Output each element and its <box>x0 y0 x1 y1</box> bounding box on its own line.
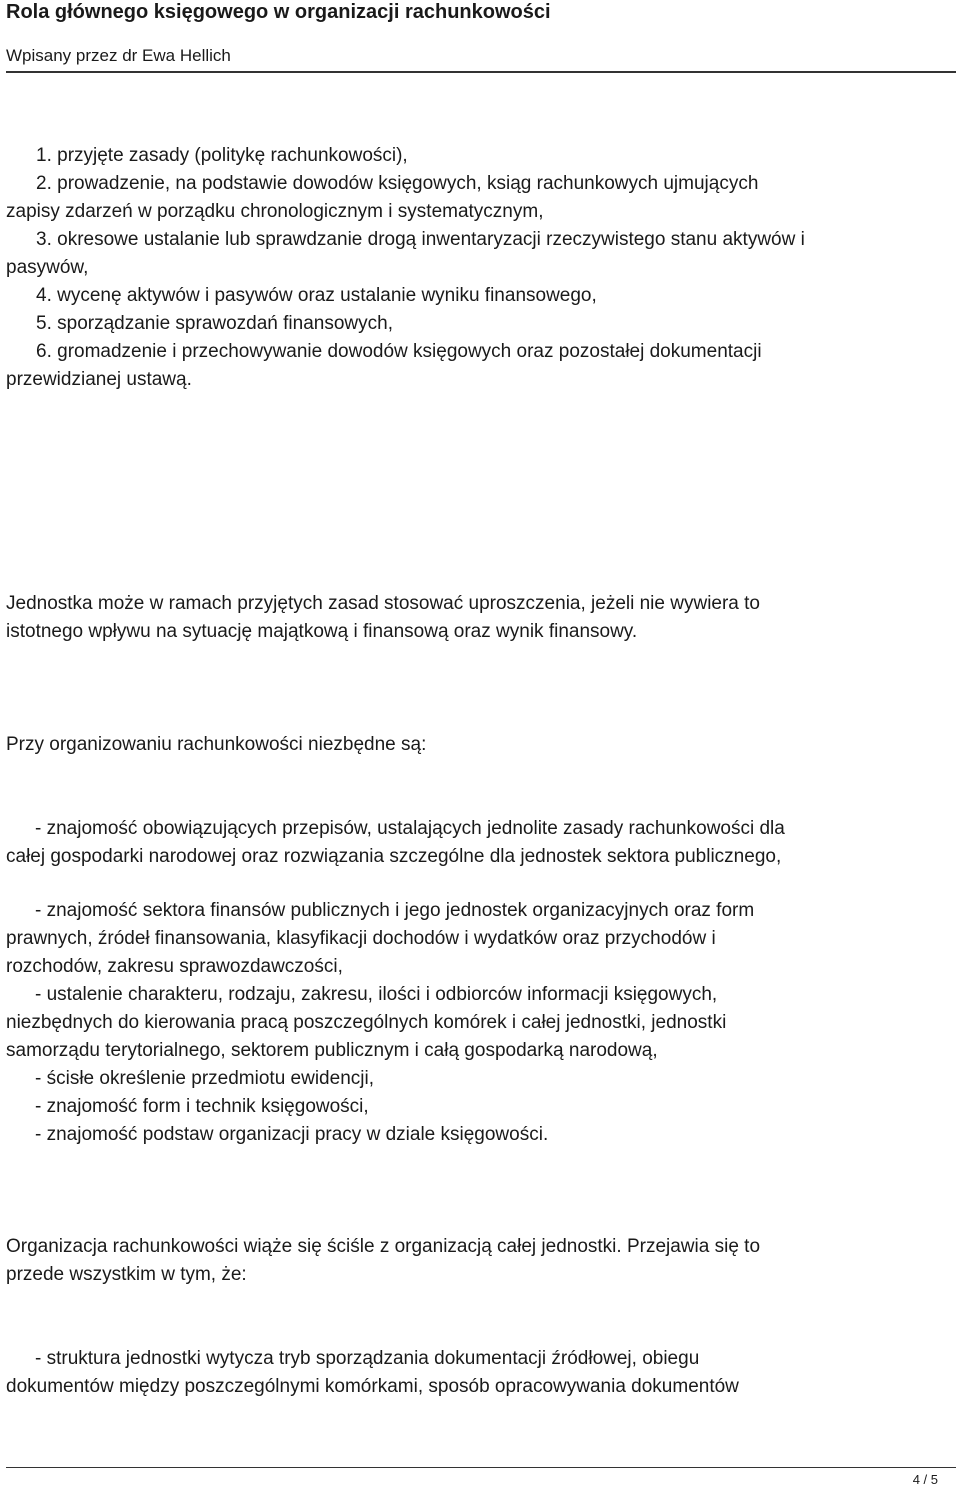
necessary-heading-paragraph <box>6 731 946 759</box>
list-item-continuation: samorządu terytorialnego, sektorem publicznym i całą gospodarką narodową, <box>6 1040 658 1061</box>
list-item: 3. okresowe ustalanie lub sprawdzanie drogą inwentaryzacji rzeczywistego stanu aktywów i <box>36 229 805 250</box>
list-item: - struktura jednostki wytycza tryb sporządzania dokumentacji źródłowej, obiegu <box>35 1348 700 1369</box>
list-item: - znajomość sektora finansów publicznych i jego jednostek organizacyjnych oraz form <box>35 900 755 921</box>
paragraph-line: istotnego wpływu na sytuację majątkową i finansową oraz wynik finansowy. <box>6 621 638 642</box>
paragraph-line: Jednostka może w ramach przyjętych zasad stosować uproszczenia, jeżeli nie wywiera to <box>6 593 760 614</box>
list-item: - ustalenie charakteru, rodzaju, zakresu, ilości i odbiorców informacji księgowych, <box>35 984 718 1005</box>
requirements-list-first <box>6 815 946 871</box>
simplifications-paragraph <box>6 590 946 646</box>
list-item: 4. wycenę aktywów i pasywów oraz ustalanie wyniku finansowego, <box>36 285 597 306</box>
page-number: 4 / 5 <box>912 1472 938 1487</box>
list-item: 2. prowadzenie, na podstawie dowodów księgowych, ksiąg rachunkowych ujmujących <box>36 173 759 194</box>
organization-paragraph <box>6 1233 946 1289</box>
list-item: 1. przyjęte zasady (politykę rachunkowości), <box>36 145 408 166</box>
list-item-continuation: pasywów, <box>6 257 89 278</box>
paragraph-line: Przy organizowaniu rachunkowości niezbędne są: <box>6 734 427 755</box>
list-item-continuation: przewidzianej ustawą. <box>6 369 192 390</box>
list-item: - znajomość form i technik księgowości, <box>35 1096 369 1117</box>
list-item: - ścisłe określenie przedmiotu ewidencji, <box>35 1068 374 1089</box>
list-item: - znajomość podstaw organizacji pracy w dziale księgowości. <box>35 1124 549 1145</box>
header-divider <box>6 71 956 73</box>
list-item-continuation: całej gospodarki narodowej oraz rozwiązania szczególne dla jednostek sektora publicznego, <box>6 846 782 867</box>
structure-list <box>6 1345 946 1401</box>
paragraph-line: Organizacja rachunkowości wiąże się ściśle z organizacją całej jednostki. Przejawia się to <box>6 1236 761 1257</box>
document-title: Rola głównego księgowego w organizacji rachunkowości <box>6 1 551 23</box>
list-item-continuation: dokumentów między poszczególnymi komórkami, sposób opracowywania dokumentów <box>6 1376 739 1397</box>
list-item-continuation: zapisy zdarzeń w porządku chronologicznym i systematycznym, <box>6 201 544 222</box>
list-item: 5. sporządzanie sprawozdań finansowych, <box>36 313 393 334</box>
footer-divider <box>6 1467 956 1468</box>
list-item-continuation: niezbędnych do kierowania pracą poszczególnych komórek i całej jednostki, jednostki <box>6 1012 727 1033</box>
accounting-scope-list <box>6 142 946 394</box>
list-item: - znajomość obowiązujących przepisów, ustalających jednolite zasady rachunkowości dla <box>35 818 785 839</box>
list-item: 6. gromadzenie i przechowywanie dowodów księgowych oraz pozostałej dokumentacji <box>36 341 762 362</box>
document-author: Wpisany przez dr Ewa Hellich <box>6 46 231 65</box>
paragraph-line: przede wszystkim w tym, że: <box>6 1264 247 1285</box>
requirements-list-rest <box>6 897 946 1149</box>
list-item-continuation: prawnych, źródeł finansowania, klasyfikacji dochodów i wydatków oraz przychodów i <box>6 928 716 949</box>
list-item-continuation: rozchodów, zakresu sprawozdawczości, <box>6 956 343 977</box>
